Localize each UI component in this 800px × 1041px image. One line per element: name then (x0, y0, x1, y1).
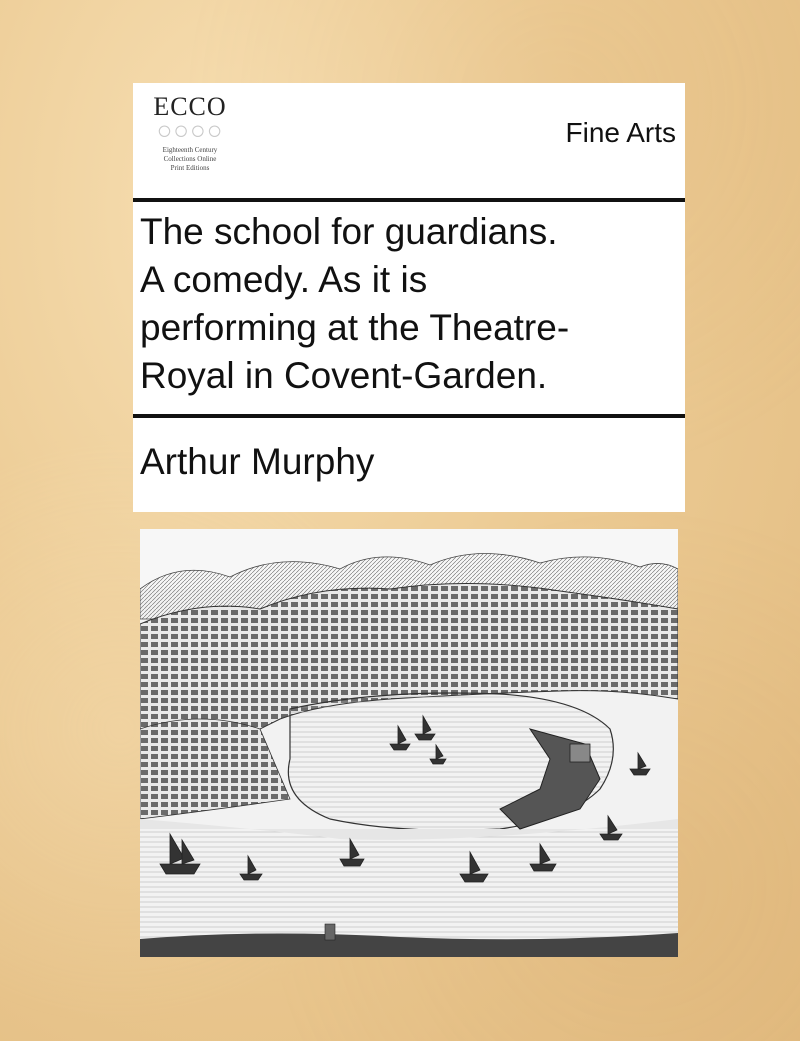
book-title: The school for guardians. A comedy. As it is performing at the Theatre- Royal in Covent-Garden. (140, 211, 570, 396)
category-label: Fine Arts (565, 117, 676, 148)
logo-caption (145, 146, 235, 173)
logo-mark: ECCO (153, 92, 227, 121)
book-author: Arthur Murphy (140, 441, 375, 482)
logo-caption-line: Print Editions (170, 164, 210, 172)
ecco-logo (145, 92, 235, 182)
logo-ghost: ○○○○ (156, 116, 224, 145)
logo-caption-line: Eighteenth Century (162, 146, 218, 154)
logo-caption-line: Collections Online (163, 155, 217, 163)
harbor-city-engraving (140, 529, 678, 957)
